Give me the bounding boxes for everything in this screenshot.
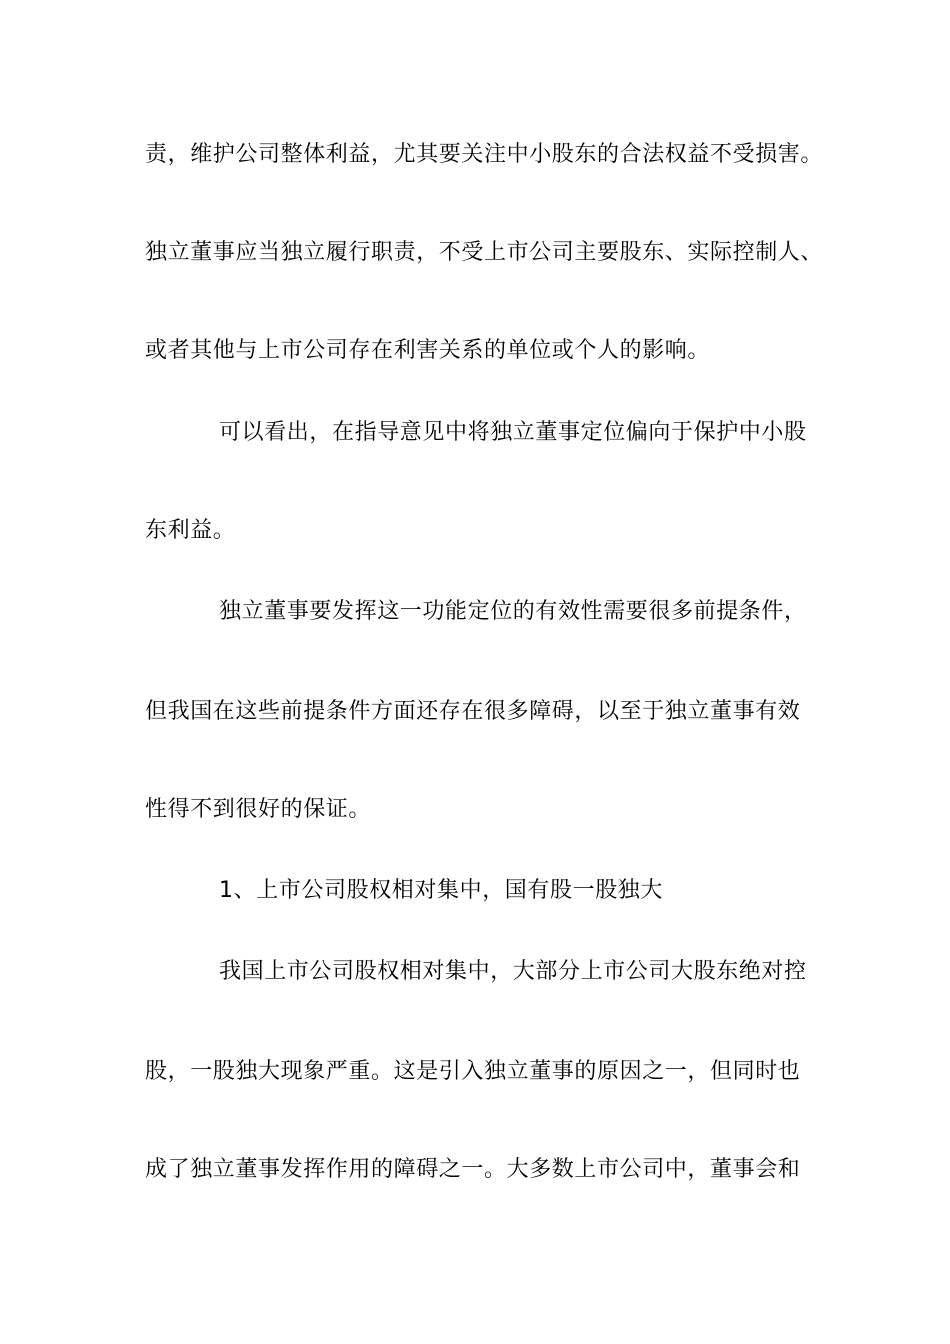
text-line-1: 责，维护公司整体利益，尤其要关注中小股东的合法权益不受损害。 <box>145 142 824 167</box>
text-line-3: 或者其他与上市公司存在利害关系的单位或个人的影响。 <box>145 338 711 363</box>
text-line-6: 独立董事要发挥这一功能定位的有效性需要很多前提条件， <box>219 599 807 624</box>
text-line-10: 我国上市公司股权相对集中，大部分上市公司大股东绝对控 <box>219 959 807 984</box>
text-line-5: 东利益。 <box>145 518 236 543</box>
text-line-12: 成了独立董事发挥作用的障碍之一。大多数上市公司中，董事会和 <box>145 1157 801 1182</box>
text-line-2: 独立董事应当独立履行职责，不受上市公司主要股东、实际控制人、 <box>145 240 824 265</box>
text-line-11: 股，一股独大现象严重。这是引入独立董事的原因之一，但同时也 <box>145 1059 801 1084</box>
section-heading: 1、上市公司股权相对集中，国有股一股独大 <box>219 878 663 903</box>
text-line-8: 性得不到很好的保证。 <box>145 797 372 822</box>
text-line-4: 可以看出，在指导意见中将独立董事定位偏向于保护中小股 <box>219 420 807 445</box>
text-line-7: 但我国在这些前提条件方面还存在很多障碍，以至于独立董事有效 <box>145 699 801 724</box>
